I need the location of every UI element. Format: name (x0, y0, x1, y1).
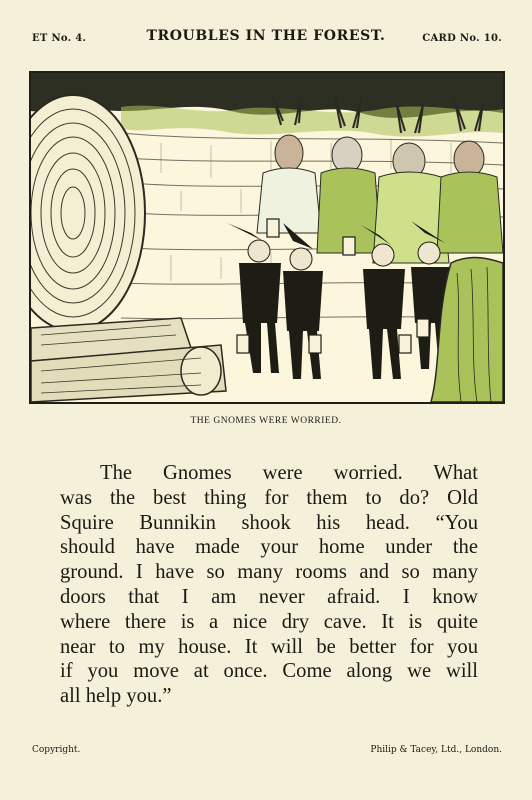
story-line: near to my house. It will be better for you (60, 635, 478, 658)
story-line: ground. I have so many rooms and so many (60, 561, 478, 584)
story-line: The Gnomes were worried. What (100, 462, 478, 484)
publisher-imprint: Philip & Tacey, Ltd., London. (370, 745, 502, 755)
story-line: where there is a nice dry cave. It is quite (60, 610, 478, 633)
set-number: ET No. 4. (32, 33, 87, 44)
forest-scene-illustration (31, 73, 503, 402)
copyright-notice: Copyright. (32, 745, 81, 755)
page-title: TROUBLES IN THE FOREST. (146, 28, 386, 44)
illustration-caption: THE GNOMES WERE WORRIED. (190, 416, 342, 426)
story-line: was the best thing for them to do? Old (60, 486, 478, 509)
story-line: Squire Bunnikin shook his head. “You (60, 511, 478, 534)
story-line: doors that I am never afraid. I know (60, 585, 478, 608)
story-line: if you move at once. Come along we will (60, 660, 478, 683)
story-line: should have made your home under the (60, 536, 478, 559)
story-line: all help you.” (60, 685, 172, 708)
card-number: CARD No. 10. (422, 33, 502, 44)
story-text (60, 461, 478, 709)
illustration (29, 71, 505, 404)
